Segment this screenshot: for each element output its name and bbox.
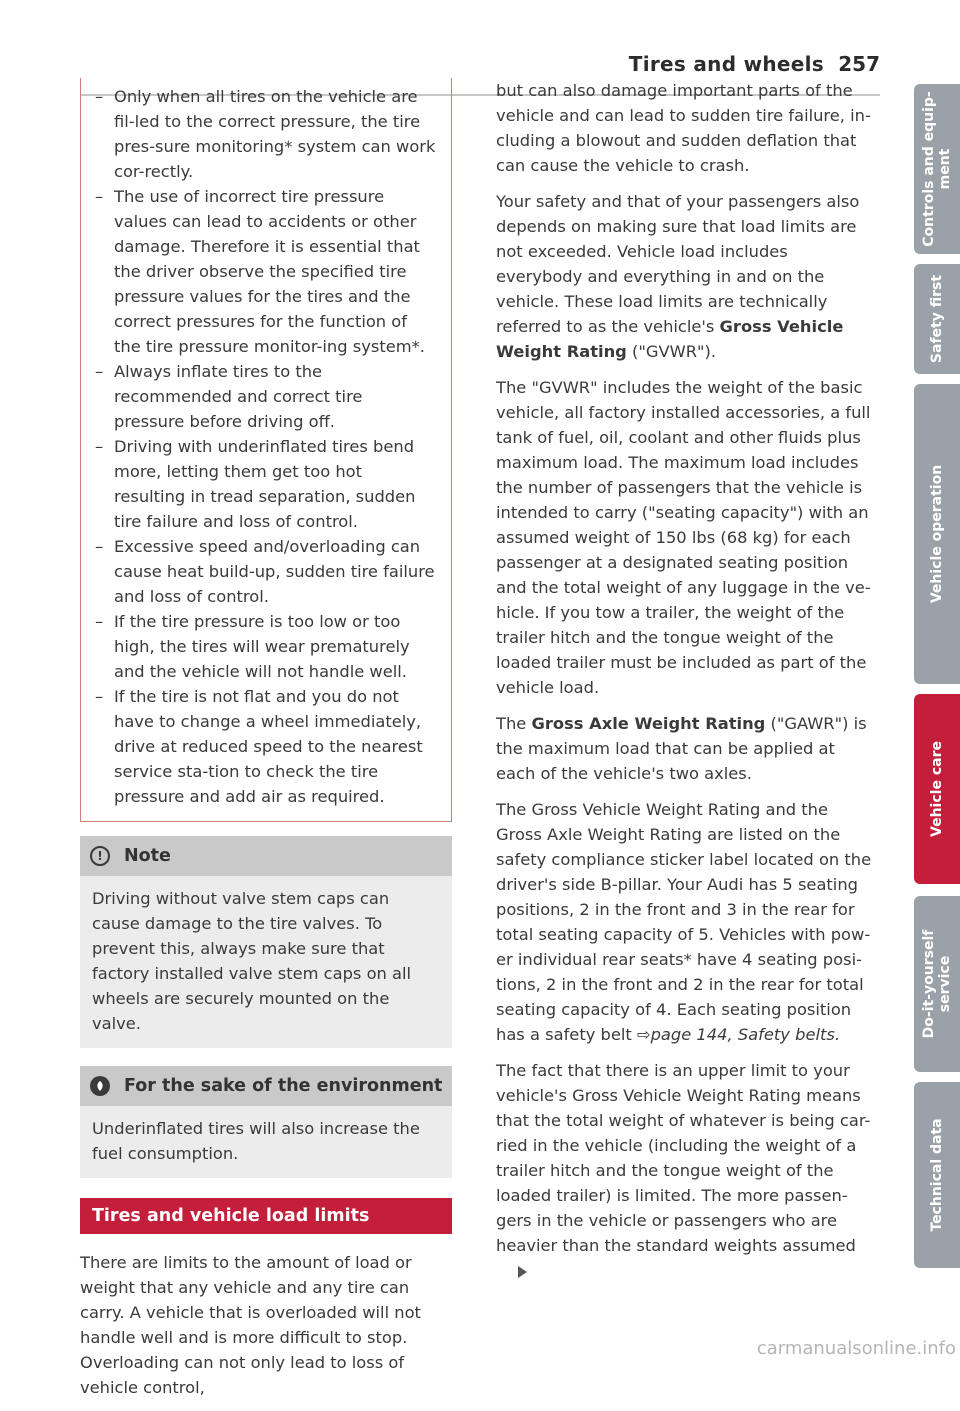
watermark: carmanualsonline.info	[756, 1338, 956, 1359]
note-body: Driving without valve stem caps can cause damage to the tire valves. To prevent this, always make sure that factory installed valve stem caps on all wheels are securely mounted on the valve.	[80, 876, 452, 1048]
page-number: 257	[838, 52, 880, 76]
tab-label: Controls and equip- ment	[921, 91, 953, 247]
warning-item: – Driving with underinflated tires bend more, letting them get too hot resulting in tread separation, sudden tire failure and loss of control.	[93, 434, 437, 534]
environment-body: Underinflated tires will also increase the fuel consumption.	[80, 1106, 452, 1178]
environment-title: For the sake of the environment	[124, 1076, 443, 1096]
warning-list	[93, 84, 437, 809]
exclamation-icon: !	[90, 846, 110, 866]
note-title: Note	[124, 846, 171, 866]
paragraph: but can also damage important parts of the vehicle and can lead to sudden tire failure, in-cluding a blowout and sudden deflation that can cause the vehicle to crash.	[496, 81, 871, 175]
leaf-icon	[90, 1076, 110, 1096]
tab-label: Do-it-yourself service	[921, 929, 953, 1039]
paragraph: Your safety and that of your passengers also depends on making sure that load limits are not exceeded. Vehicle load includes everybody and everything in and on the vehicle. These load limits are technically referred to as the vehicle's Gross Vehicle Weight Rating ("GVWR").	[496, 192, 860, 361]
section-intro: There are limits to the amount of load or weight that any vehicle and any tire can carry. A vehicle that is overloaded will not handle well and is more difficult to stop. Overloading can not only lead to loss of vehicle control,	[80, 1253, 421, 1397]
paragraph: The "GVWR" includes the weight of the basic vehicle, all factory installed accessories, a full tank of fuel, oil, coolant and other fluids plus maximum load. The maximum load includes the number of passengers that the vehicle is intended to carry ("seating capacity") with an assumed weight of 150 lbs (68 kg) for each passenger at a designated seating position and the total weight of any luggage in the ve-hicle. If you tow a trailer, the weight of the trailer hitch and the tongue weight of the loaded trailer must be included as part of the vehicle load.	[496, 378, 871, 697]
warning-item: – Excessive speed and/overloading can cause heat build-up, sudden tire failure and loss of control.	[93, 534, 437, 609]
note-heading	[80, 836, 452, 876]
tab-safety-first[interactable]	[914, 264, 960, 374]
tab-label: Safety first	[929, 274, 945, 364]
warning-item: – Always inflate tires to the recommended and correct tire pressure before driving off.	[93, 359, 437, 434]
tab-controls-and-equipment[interactable]	[914, 84, 960, 254]
warning-item: – Only when all tires on the vehicle are fil-led to the correct pressure, the tire pres-sure monitoring* system can work cor-rectly.	[93, 84, 437, 184]
section-heading: Tires and vehicle load limits	[80, 1198, 452, 1234]
paragraph: The fact that there is an upper limit to your vehicle's Gross Vehicle Weight Rating means that the total weight of whatever is being car-ried in the vehicle (including the weight of a trailer hitch and the tongue weight of the loaded trailer) is limited. The more passen-gers in the vehicle or passengers who are heavier than the standard weights assumed	[496, 1058, 874, 1283]
cross-reference-link[interactable]: ⇨page 144, Safety belts.	[636, 1025, 841, 1044]
term-gawr: Gross Axle Weight Rating	[531, 714, 766, 733]
term-gvwr: Gross Vehicle Weight Rating	[496, 317, 844, 361]
left-column	[80, 78, 452, 1411]
tab-technical-data[interactable]	[914, 1082, 960, 1268]
warning-item: – If the tire is not flat and you do not have to change a wheel immediately, drive at reduced speed to the nearest service sta-tion to check the tire pressure and add air as required.	[93, 684, 437, 809]
tab-vehicle-operation[interactable]	[914, 384, 960, 684]
page-title: Tires and wheels	[628, 52, 824, 76]
environment-heading	[80, 1066, 452, 1106]
tab-vehicle-care[interactable]	[914, 694, 960, 884]
warning-item: – The use of incorrect tire pressure values can lead to accidents or other damage. Therefore it is essential that the driver observe the specified tire pressure values for the tires and the correct pressures for the function of the tire pressure monitor-ing system*.	[93, 184, 437, 359]
warning-box	[80, 78, 452, 822]
continue-arrow-icon	[518, 1266, 527, 1278]
paragraph: The Gross Vehicle Weight Rating and the Gross Axle Weight Rating are listed on the safety compliance sticker label located on the driver's side B-pillar. Your Audi has 5 seating positions, 2 in the front and 3 in the rear for total seating capacity of 5. Vehicles with pow-er individual rear seats* have 4 seating posi-tions, 2 in the front and 2 in the rear for total seating capacity of 4. Each seating position has a safety belt ⇨page 144, Safety belts.	[496, 800, 872, 1044]
tab-label: Vehicle care	[929, 741, 945, 837]
right-column	[496, 78, 874, 1294]
warning-item: – If the tire pressure is too low or too high, the tires will wear prematurely and the vehicle will not handle well.	[93, 609, 437, 684]
tab-label: Technical data	[929, 1118, 945, 1232]
paragraph: The Gross Axle Weight Rating ("GAWR") is the maximum load that can be applied at each of the vehicle's two axles.	[496, 714, 867, 783]
tab-do-it-yourself-service[interactable]	[914, 896, 960, 1072]
tab-label: Vehicle operation	[929, 464, 945, 604]
